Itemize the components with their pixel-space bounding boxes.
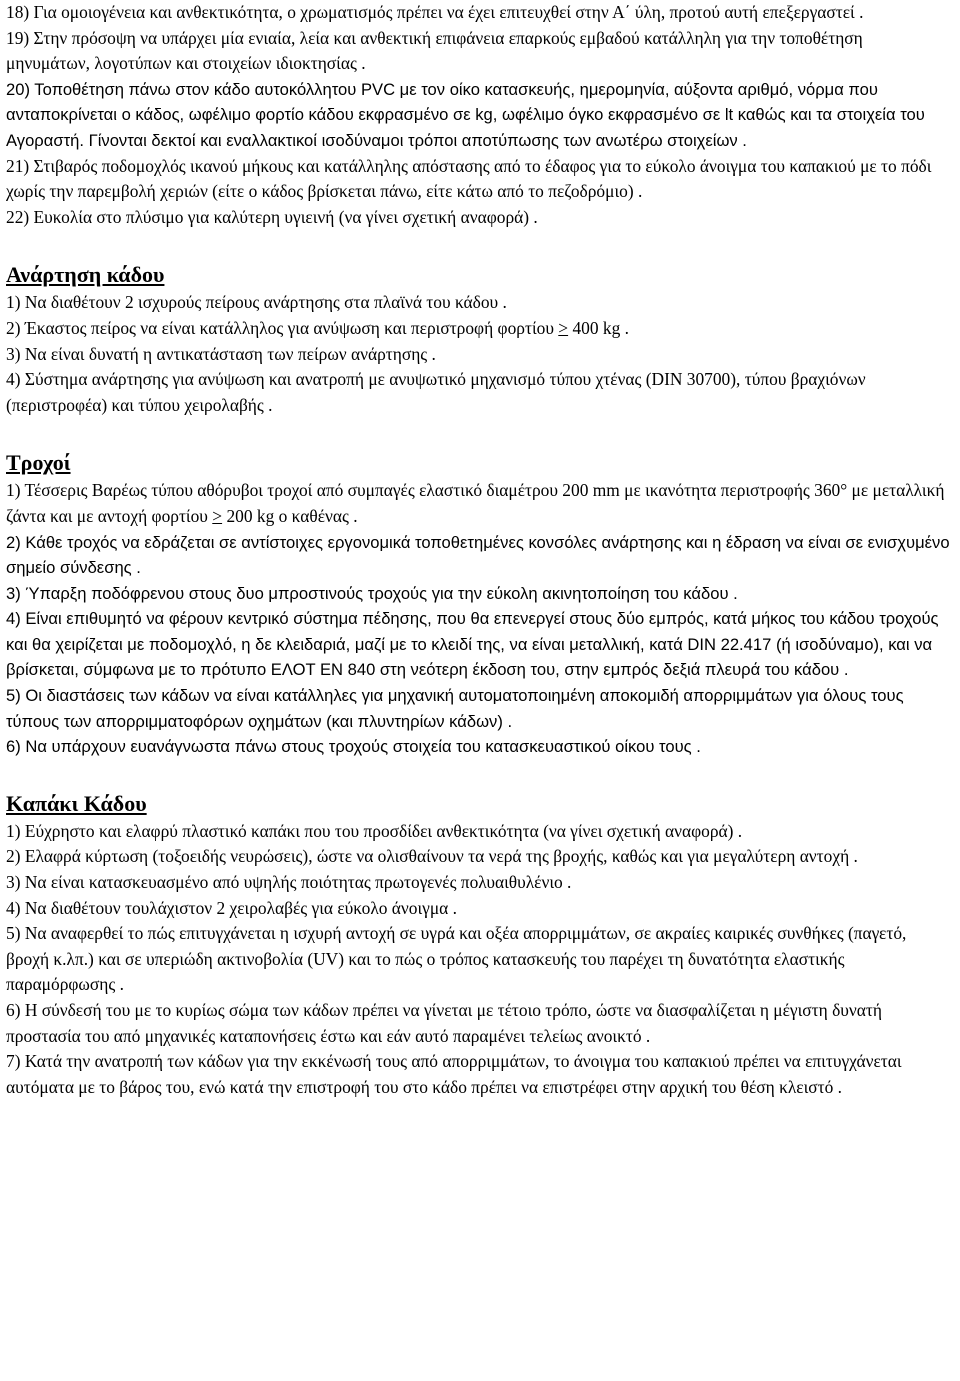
wheels-item: 5) Οι διαστάσεις των κάδων να είναι κατάλληλες για μηχανική αυτοματοποιημένη αποκομιδή απορριμμάτων για όλους τους τύπους των απορριμματοφόρων οχημάτων (και πλυντηρίων κάδων) . [6,686,904,731]
lid-item: 5) Να αναφερθεί το πώς επιτυγχάνεται η ισχυρή αντοχή σε υγρά και οξέα απορριμμάτων, σε ακραίες καιρικές συνθήκες (παγετό, βροχή κ.λπ.) και σε υπεριώδη ακτινοβολία (UV) και το πώς ο τρόπος κατασκευής του παρέχει τη δυνατότητα ελαστικής παραμόρφωσης . [6,923,907,995]
lid-item: 7) Κατά την ανατροπή των κάδων για την εκκένωσή τους από απορριμμάτων, το άνοιγμα του καπακιού πρέπει να επιτυγχάνεται αυτόματα με το βάρος του, ενώ κατά την επιστροφή του στο κάδο πρέπει να επιστρέφει στην αρχική του θέση κλειστό . [6,1051,902,1097]
lid-item: 4) Να διαθέτουν τουλάχιστον 2 χειρολαβές για εύκολο άνοιγμα . [6,897,457,918]
item-19: 19) Στην πρόσοψη να υπάρχει μία ενιαία, λεία και ανθεκτική επιφάνεια επαρκούς εμβαδού κατάλληλη για την τοποθέτηση μηνυμάτων, λογοτύπων και στοιχείων ιδιοκτησίας . [6,27,863,74]
lid-item: 1) Εύχρηστο και ελαφρύ πλαστικό καπάκι που του προσδίδει ανθεκτικότητα (να γίνει σχετική αναφορά) . [6,820,743,841]
lid-item: 3) Να είναι κατασκευασμένο από υψηλής ποιότητας πρωτογενές πολυαιθυλένιο . [6,872,572,893]
item-18: 18) Για ομοιογένεια και ανθεκτικότητα, ο χρωματισμός πρέπει να έχει επιτευχθεί στην Α΄ ύλη, προτού αυτή επεξεργαστεί . [6,2,864,22]
suspension-item: 4) Σύστημα ανάρτησης για ανύψωση και ανατροπή με ανυψωτικό μηχανισμό τύπου χτένας (DIN 30700), τύπου βραχιόνων (περιστροφέα) και τύπου χειρολαβής . [6,369,866,415]
suspension-item: 3) Να είναι δυνατή η αντικατάσταση των πείρων ανάρτησης . [6,343,436,364]
suspension-item: 1) Να διαθέτουν 2 ισχυρούς πείρους ανάρτησης στα πλαϊνά του κάδου . [6,292,507,313]
section-heading-wheels: Τροχοί [6,450,71,476]
lid-item: 6) Η σύνδεσή του με το κυρίως σώμα των κάδων πρέπει να γίνεται με τέτοιο τρόπο, ώστε να διασφαλίζεται η μέγιστη δυνατή προστασία του από μηχανικές καταπονήσεις έστω και εάν αυτό παραμένει τελείως ανοικτό . [6,1000,882,1046]
item-22: 22) Ευκολία στο πλύσιμο για καλύτερη υγιεινή (να γίνει σχετική αναφορά) . [6,206,538,227]
wheels-item: 1) Τέσσερις Βαρέως τύπου αθόρυβοι τροχοί από συμπαγές ελαστικό διαμέτρου 200 mm με ικανότητα περιστροφής 360° με μεταλλική ζάντα και με αντοχή φορτίου > 200 kg ο καθένας . [6,480,945,526]
wheels-item: 2) Κάθε τροχός να εδράζεται σε αντίστοιχες εργονομικά τοποθετημένες κονσόλες ανάρτησης και η έδραση να είναι σε ενισχυμένο σημείο σύνδεσης . [6,532,950,578]
lid-item: 2) Ελαφρά κύρτωση (τοξοειδής νευρώσεις), ώστε να ολισθαίνουν τα νερά της βροχής, καθώς και για μεγαλύτερη αντοχή . [6,846,858,867]
wheels-item: 4) Είναι επιθυμητό να φέρουν κεντρικό σύστημα πέδησης, που θα επενεργεί στους δύο εμπρός, κατά μήκος του κάδου τροχούς και θα χειρίζεται με ποδομοχλό, η δε κλειδαριά, μαζί με το κλειδί της, να είναι μεταλλική, κατά DIN 22.417 (ή ισοδύναμο), και να βρίσκεται, σύμφωνα με το πρότυπο ΕΛΟΤ ΕΝ 840 στη νεότερη έκδοση του, στην εμπρός δεξιά πλευρά του κάδου . [6,609,939,680]
item-20: 20) Τοποθέτηση πάνω στον κάδο αυτοκόλλητου PVC με τον οίκο κατασκευής, ημερομηνία, αύξοντα αριθμό, νόρμα που ανταποκρίνεται ο κάδος, ωφέλιμο φορτίο κάδου εκφρασμένο σε kg, ωφέλιμο όγκο εκφρασμένο σε lt καθώς και τα στοιχεία του Αγοραστή. Γίνονται δεκτοί και εναλλακτικοί ισοδύναμοι τρόποι αποτύπωσης των ανωτέρω στοιχείων . [6,79,925,150]
section-heading-suspension: Ανάρτηση κάδου [6,262,165,288]
section-heading-lid: Καπάκι Κάδου [6,790,147,816]
wheels-item: 6) Να υπάρχουν ευανάγνωστα πάνω στους τροχούς στοιχεία του κατασκευαστικού οίκου τους . [6,737,701,757]
wheels-item: 3) Ύπαρξη ποδόφρενου στους δυο μπροστινούς τροχούς για την εύκολη ακινητοποίηση του κάδου . [6,583,738,603]
suspension-item: 2) Έκαστος πείρος να είναι κατάλληλος για ανύψωση και περιστροφή φορτίου > 400 kg . [6,317,629,338]
item-21: 21) Στιβαρός ποδομοχλός ικανού μήκους και κατάλληλης απόστασης από το έδαφος για το εύκολο άνοιγμα του καπακιού με το πόδι χωρίς την παρεμβολή χεριών (είτε ο κάδος βρίσκεται πάνω, είτε κάτω από το πεζοδρόμιο) . [6,155,932,202]
